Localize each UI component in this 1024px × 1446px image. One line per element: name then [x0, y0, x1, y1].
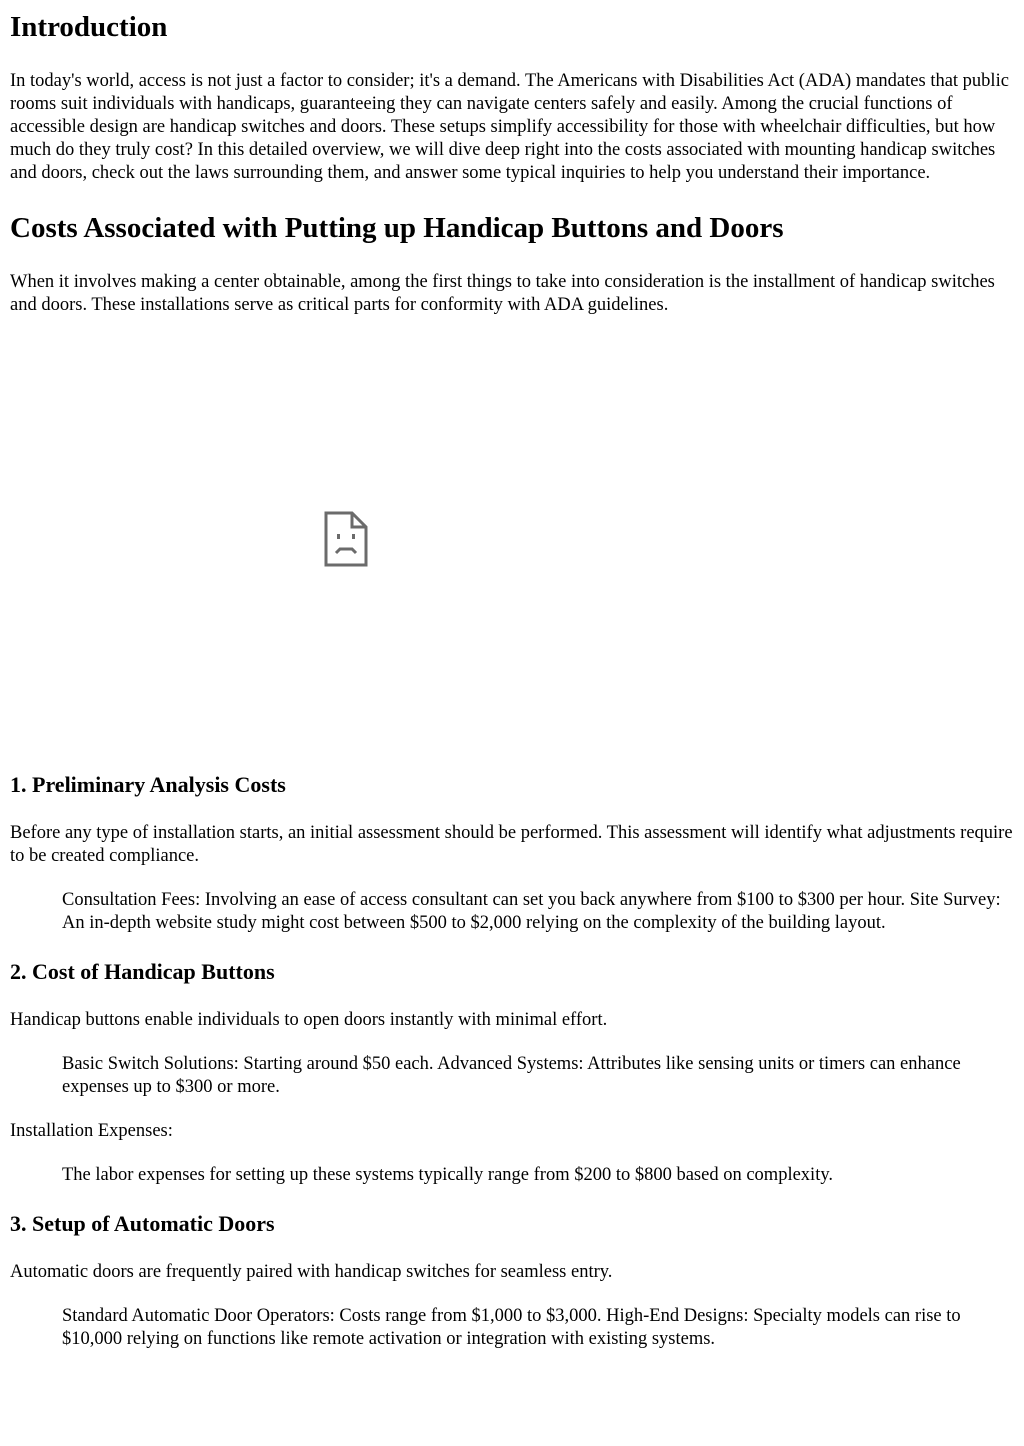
section-2-paragraph: Handicap buttons enable individuals to open doors instantly with minimal effort.: [10, 1010, 608, 1030]
section-1-blockquote: Consultation Fees: Involving an ease of access consultant can set you back anywhere from $100 to $300 per hour. Site Survey: An in-depth website study might cost between $500 to $2,000 relying on the complexity of the building layout.: [62, 890, 1001, 933]
section-2-blockquote-a: Basic Switch Solutions: Starting around $50 each. Advanced Systems: Attributes like sensing units or timers can enhance expenses up to $300 or more.: [62, 1054, 961, 1097]
section-3-blockquote: Standard Automatic Door Operators: Costs range from $1,000 to $3,000. High-End Designs: Specialty models can rise to $10,000 relying on functions like remote activation or integration with existing systems.: [62, 1306, 961, 1349]
section-2-blockquote-b: The labor expenses for setting up these systems typically range from $200 to $800 based on complexity.: [62, 1165, 834, 1185]
broken-image-icon: [324, 511, 368, 567]
costs-heading: Costs Associated with Putting up Handicap Buttons and Doors: [10, 212, 784, 244]
introduction-heading: Introduction: [10, 11, 168, 43]
section-2-subheading: Installation Expenses:: [10, 1121, 173, 1141]
section-3-paragraph: Automatic doors are frequently paired with handicap switches for seamless entry.: [10, 1262, 613, 1282]
section-2-heading: 2. Cost of Handicap Buttons: [10, 959, 275, 984]
introduction-paragraph: In today's world, access is not just a factor to consider; it's a demand. The Americans with Disabilities Act (ADA) mandates that public rooms suit individuals with handicaps, guaranteeing they can navigate centers safely and easily. Among the crucial functions of accessible design are handicap switches and doors. These setups simplify accessibility for those with wheelchair difficulties, but how much do they truly cost? In this detailed overview, we will dive deep right into the costs associated with mounting handicap switches and doors, check out the laws surrounding them, and answer some typical inquiries to help you understand their importance.: [10, 71, 1009, 183]
section-1-paragraph: Before any type of installation starts, an initial assessment should be performed. This assessment will identify what adjustments require to be created compliance.: [10, 823, 1013, 866]
section-3-heading: 3. Setup of Automatic Doors: [10, 1211, 275, 1236]
section-1-heading: 1. Preliminary Analysis Costs: [10, 772, 286, 797]
broken-image: [10, 317, 681, 755]
costs-paragraph: When it involves making a center obtainable, among the first things to take into consideration is the installment of handicap switches and doors. These installations serve as critical parts for conformity with ADA guidelines.: [10, 272, 995, 315]
